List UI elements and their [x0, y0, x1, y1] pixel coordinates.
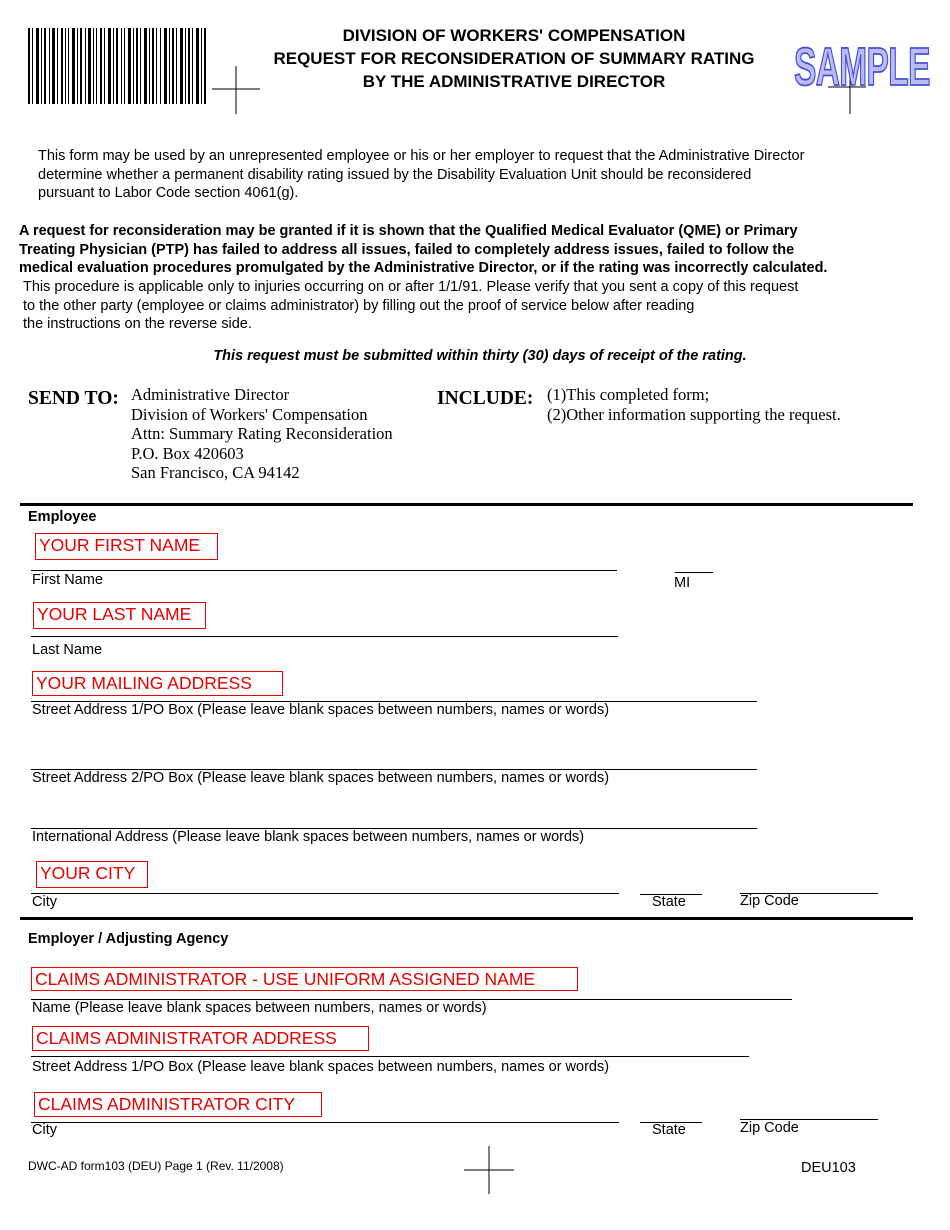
form-title — [232, 24, 796, 93]
section-divider-top — [20, 503, 913, 506]
include-line-1: (1)This completed form; — [547, 385, 710, 404]
last-name-label: Last Name — [32, 642, 103, 658]
employer-state-label: State — [652, 1122, 686, 1138]
footer-code: DEU103 — [801, 1160, 856, 1176]
section-divider-middle — [20, 917, 913, 920]
intl-address-label: International Address (Please leave blank spaces between numbers, names or words) — [32, 829, 585, 845]
claims-admin-name-input[interactable]: CLAIMS ADMINISTRATOR - USE UNIFORM ASSIGNED NAME — [31, 967, 578, 991]
title-line-3: BY THE ADMINISTRATIVE DIRECTOR — [362, 72, 666, 91]
mi-label: MI — [674, 575, 691, 591]
grounds-line-3: medical evaluation procedures promulgated by the Administrative Director, or if the rating was incorrectly calculated. — [19, 260, 828, 276]
deadline-notice: This request must be submitted within thirty (30) days of receipt of the rating. — [213, 348, 747, 364]
last-name-input[interactable]: YOUR LAST NAME — [33, 602, 206, 629]
first-name-label: First Name — [32, 572, 103, 588]
claims-admin-address-input[interactable]: CLAIMS ADMINISTRATOR ADDRESS — [32, 1026, 369, 1051]
intro-line-1: This form may be used by an unrepresented employee or his or her employer to request that the Administrative Director — [38, 148, 805, 164]
employer-city-line — [31, 1122, 619, 1123]
send-to-label: SEND TO: — [28, 388, 119, 409]
city-line — [31, 893, 619, 894]
include-list — [547, 385, 841, 424]
send-to-address — [131, 385, 393, 483]
applicability-paragraph — [23, 278, 798, 334]
footer-form-id: DWC-AD form103 (DEU) Page 1 (Rev. 11/2008) — [28, 1159, 284, 1173]
intro-line-2: determine whether a permanent disability rating issued by the Disability Evaluation Unit should be reconsidered — [38, 166, 752, 183]
address1-label: Street Address 1/PO Box (Please leave blank spaces between numbers, names or words) — [32, 702, 610, 718]
employer-address-label: Street Address 1/PO Box (Please leave blank spaces between numbers, names or words) — [32, 1059, 610, 1075]
send-to-line-1: Administrative Director — [131, 385, 290, 404]
intro-paragraph — [38, 147, 804, 203]
send-to-line-3: Attn: Summary Rating Reconsideration — [131, 424, 393, 444]
send-to-line-5: San Francisco, CA 94142 — [131, 463, 300, 483]
city-input[interactable]: YOUR CITY — [36, 861, 148, 888]
first-name-input[interactable]: YOUR FIRST NAME — [35, 533, 218, 560]
state-label: State — [652, 894, 686, 910]
send-to-line-4: P.O. Box 420603 — [131, 443, 244, 463]
grounds-line-2: Treating Physician (PTP) has failed to address all issues, failed to completely address issues, failed to follow the — [19, 241, 795, 258]
mi-input-line[interactable] — [675, 572, 713, 573]
employer-name-label: Name (Please leave blank spaces between numbers, names or words) — [32, 1000, 487, 1016]
first-name-line — [31, 570, 617, 571]
registration-crosshair-bottom — [464, 1146, 516, 1196]
include-line-2: (2)Other information supporting the request. — [547, 404, 841, 424]
intro-line-3: pursuant to Labor Code section 4061(g). — [38, 185, 299, 201]
employer-city-label: City — [32, 1122, 57, 1138]
include-label: INCLUDE: — [437, 388, 534, 409]
title-line-1: DIVISION OF WORKERS' COMPENSATION — [342, 26, 686, 45]
last-name-line — [31, 636, 618, 637]
mailing-address-input[interactable]: YOUR MAILING ADDRESS — [32, 671, 283, 696]
send-to-line-2: Division of Workers' Compensation — [131, 404, 368, 424]
grounds-paragraph — [19, 222, 827, 278]
employee-section-title: Employee — [28, 509, 97, 525]
applicability-line-1: This procedure is applicable only to injuries occurring on or after 1/1/91. Please verify that you sent a copy of this request — [23, 279, 799, 295]
applicability-line-3: the instructions on the reverse side. — [23, 316, 252, 332]
city-label: City — [32, 894, 57, 910]
applicability-line-2: to the other party (employee or claims administrator) by filling out the proof of service below after reading — [23, 297, 695, 314]
grounds-line-1: A request for reconsideration may be granted if it is shown that the Qualified Medical Evaluator (QME) or Primary — [19, 223, 798, 239]
title-line-2: REQUEST FOR RECONSIDERATION OF SUMMARY RATING — [273, 49, 755, 68]
zip-label: Zip Code — [740, 893, 799, 909]
sample-watermark: SAMPLE — [794, 37, 930, 97]
address2-label: Street Address 2/PO Box (Please leave blank spaces between numbers, names or words) — [32, 770, 610, 786]
claims-admin-city-input[interactable]: CLAIMS ADMINISTRATOR CITY — [34, 1092, 322, 1117]
barcode-image — [28, 28, 206, 104]
employer-address-line — [31, 1056, 749, 1057]
employer-section-title: Employer / Adjusting Agency — [28, 931, 229, 947]
employer-zip-label: Zip Code — [740, 1120, 799, 1136]
